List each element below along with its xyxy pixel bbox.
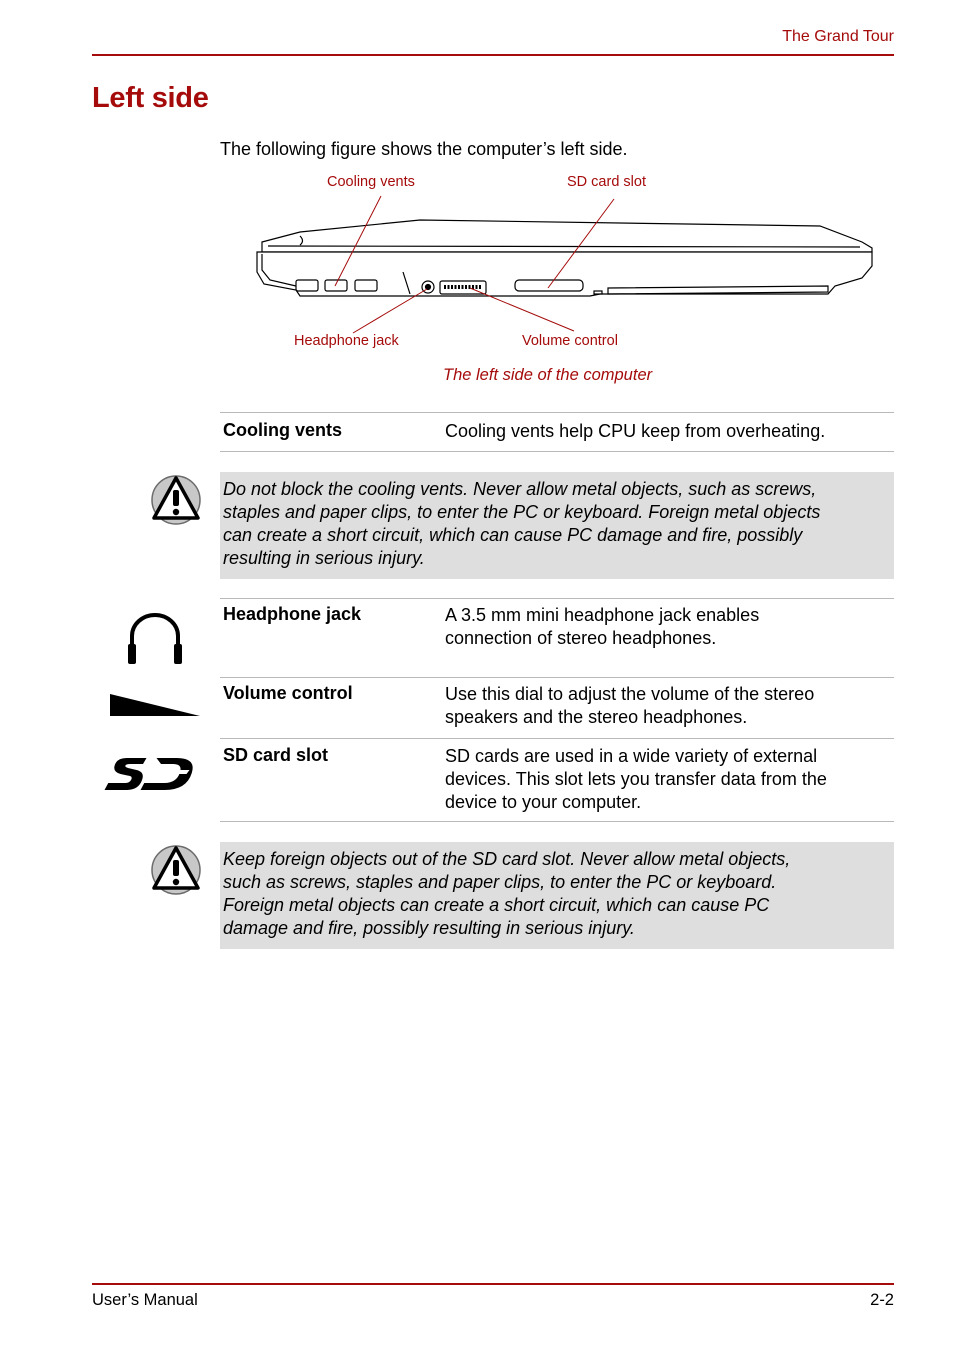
term-volume-control: Volume control (223, 683, 353, 703)
desc-line: A 3.5 mm mini headphone jack enables (445, 605, 760, 625)
desc-line: Use this dial to adjust the volume of the stereo (445, 684, 815, 704)
note-line: such as screws, staples and paper clips, to enter the PC or keyboard. (223, 872, 777, 892)
warning-icon (150, 472, 204, 526)
note-line: can create a short circuit, which can cause PC damage and fire, possibly (223, 525, 803, 545)
term-sd-card-slot: SD card slot (223, 745, 329, 765)
warning-note-text (223, 848, 891, 940)
table-rule (220, 821, 894, 822)
callout-volume-control: Volume control (522, 333, 618, 349)
intro-text: The following figure shows the computer’s left side. (220, 139, 628, 159)
running-header: The Grand Tour (782, 28, 894, 45)
table-rule (220, 412, 894, 413)
footer-manual-title: User’s Manual (92, 1291, 198, 1309)
desc-line: SD cards are used in a wide variety of external (445, 746, 818, 766)
desc-cooling-vents (445, 420, 890, 443)
desc-line: devices. This slot lets you transfer data from the (445, 769, 827, 789)
callout-headphone-jack: Headphone jack (294, 333, 399, 349)
warning-note (220, 472, 894, 579)
desc-line: Cooling vents help CPU keep from overheating. (445, 421, 826, 441)
note-line: staples and paper clips, to enter the PC or keyboard. Foreign metal objects (223, 502, 821, 522)
warning-note (220, 842, 894, 949)
desc-sd-card-slot (445, 745, 890, 814)
desc-headphone-jack (445, 604, 890, 650)
desc-line: speakers and the stereo headphones. (445, 707, 748, 727)
table-rule (220, 677, 894, 678)
desc-line: device to your computer. (445, 792, 642, 812)
desc-volume-control (445, 683, 890, 729)
note-line: Foreign metal objects can create a short circuit, which can cause PC (223, 895, 770, 915)
note-line: damage and fire, possibly resulting in serious injury. (223, 918, 635, 938)
warning-note-text (223, 478, 891, 570)
callout-sd-card-slot: SD card slot (567, 174, 646, 190)
table-rule (220, 451, 894, 452)
table-rule (220, 738, 894, 739)
note-line: Keep foreign objects out of the SD card slot. Never allow metal objects, (223, 849, 791, 869)
figure-caption: The left side of the computer (443, 366, 653, 384)
page-number: 2-2 (870, 1291, 894, 1309)
volume-icon (110, 690, 200, 716)
warning-icon (150, 842, 204, 896)
laptop-left-side-illustration (0, 0, 954, 400)
term-cooling-vents: Cooling vents (223, 420, 343, 440)
headphone-icon (124, 612, 186, 666)
note-line: resulting in serious injury. (223, 548, 425, 568)
note-line: Do not block the cooling vents. Never allow metal objects, such as screws, (223, 479, 817, 499)
sd-card-icon (106, 752, 204, 794)
table-rule (220, 598, 894, 599)
page-title: Left side (92, 82, 209, 114)
footer-rule (92, 1283, 894, 1285)
term-headphone-jack: Headphone jack (223, 604, 362, 624)
desc-line: connection of stereo headphones. (445, 628, 717, 648)
callout-cooling-vents: Cooling vents (327, 174, 415, 190)
